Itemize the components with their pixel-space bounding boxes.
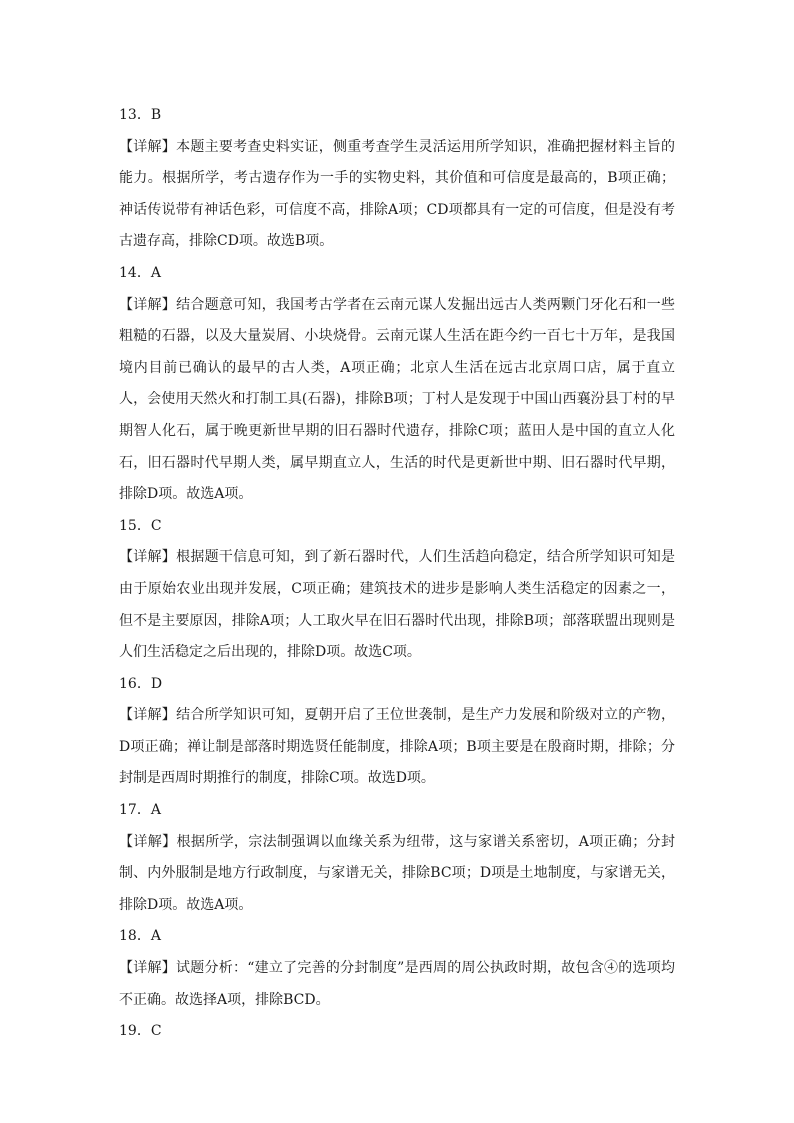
question-number-15: 15．C: [119, 517, 162, 534]
explanation-13: [119, 132, 675, 258]
explanation-text: 试题分析：“建立了完善的分封制度”是西周的周公执政时期，故包含④的选项均不正确。故选择A项，排除BCD。: [119, 960, 676, 1008]
explanation-text: 根据所学，宗法制强调以血缘关系为纽带，这与家谱关系密切，A项正确；分封制、内外服制是地方行政制度，与家谱无关，排除BC项；D项是土地制度，与家谱无关，排除D项。故选A项。: [119, 833, 676, 913]
explanation-text: 结合题意可知，我国考古学者在云南元谋人发掘出远古人类两颗门牙化石和一些粗糙的石器，以及大量炭屑、小块烧骨。云南元谋人生活在距今约一百七十万年，是我国境内目前已确认的最早的古人类，A项正确；北京人生活在远古北京周口店，属于直立人，会使用天然火和打制工具(石器)，排除B项；丁村人是发现于中国山西襄汾县丁村的早期智人化石，属于晚更新世早期的旧石器时代遗存，排除C项；蓝田人是中国的直立人化石，旧石器时代早期人类，属早期直立人，生活的时代是更新世中期、旧石器时代早期，排除D项。故选A项。: [119, 296, 676, 503]
question-number-18: 18．A: [119, 928, 161, 945]
explanation-tag: 【详解】: [119, 833, 177, 850]
explanation-tag: 【详解】: [119, 707, 177, 724]
answer-list: [119, 100, 675, 1048]
question-number-13: 13．B: [119, 107, 162, 123]
question-number-16: 16．D: [119, 675, 163, 692]
explanation-15: [119, 542, 675, 668]
question-number-17: 17．A: [119, 802, 161, 819]
explanation-text: 本题主要考查史料实证，侧重考查学生灵活运用所学知识，准确把握材料主旨的能力。根据所学，考古遗存作为一手的实物史料，其价值和可信度是最高的，B项正确；神话传说带有神话色彩，可信度不高，排除A项；CD项都具有一定的可信度，但是没有考古遗存高，排除CD项。故选B项。: [119, 138, 676, 250]
question-number-19: 19．C: [119, 1023, 162, 1040]
explanation-text: 结合所学知识可知，夏朝开启了王位世袭制，是生产力发展和阶级对立的产物，D项正确；禅让制是部落时期选贤任能制度，排除A项；B项主要是在殷商时期，排除；分封制是西周时期推行的制度，排除C项。故选D项。: [119, 707, 676, 787]
explanation-tag: 【详解】: [119, 960, 176, 977]
question-number-14: 14．A: [119, 264, 161, 281]
explanation-17: [119, 827, 675, 922]
explanation-16: [119, 700, 675, 795]
explanation-18: [119, 953, 675, 1016]
explanation-14: [119, 290, 675, 511]
explanation-tag: 【详解】: [119, 296, 177, 313]
explanation-tag: 【详解】: [119, 138, 177, 155]
explanation-tag: 【详解】: [119, 549, 177, 566]
explanation-text: 根据题干信息可知，到了新石器时代，人们生活趋向稳定，结合所学知识可知是由于原始农业出现并发展，C项正确；建筑技术的进步是影响人类生活稳定的因素之一，但不是主要原因，排除A项；人工取火早在旧石器时代出现，排除B项；部落联盟出现则是人们生活稳定之后出现的，排除D项。故选C项。: [119, 549, 676, 661]
